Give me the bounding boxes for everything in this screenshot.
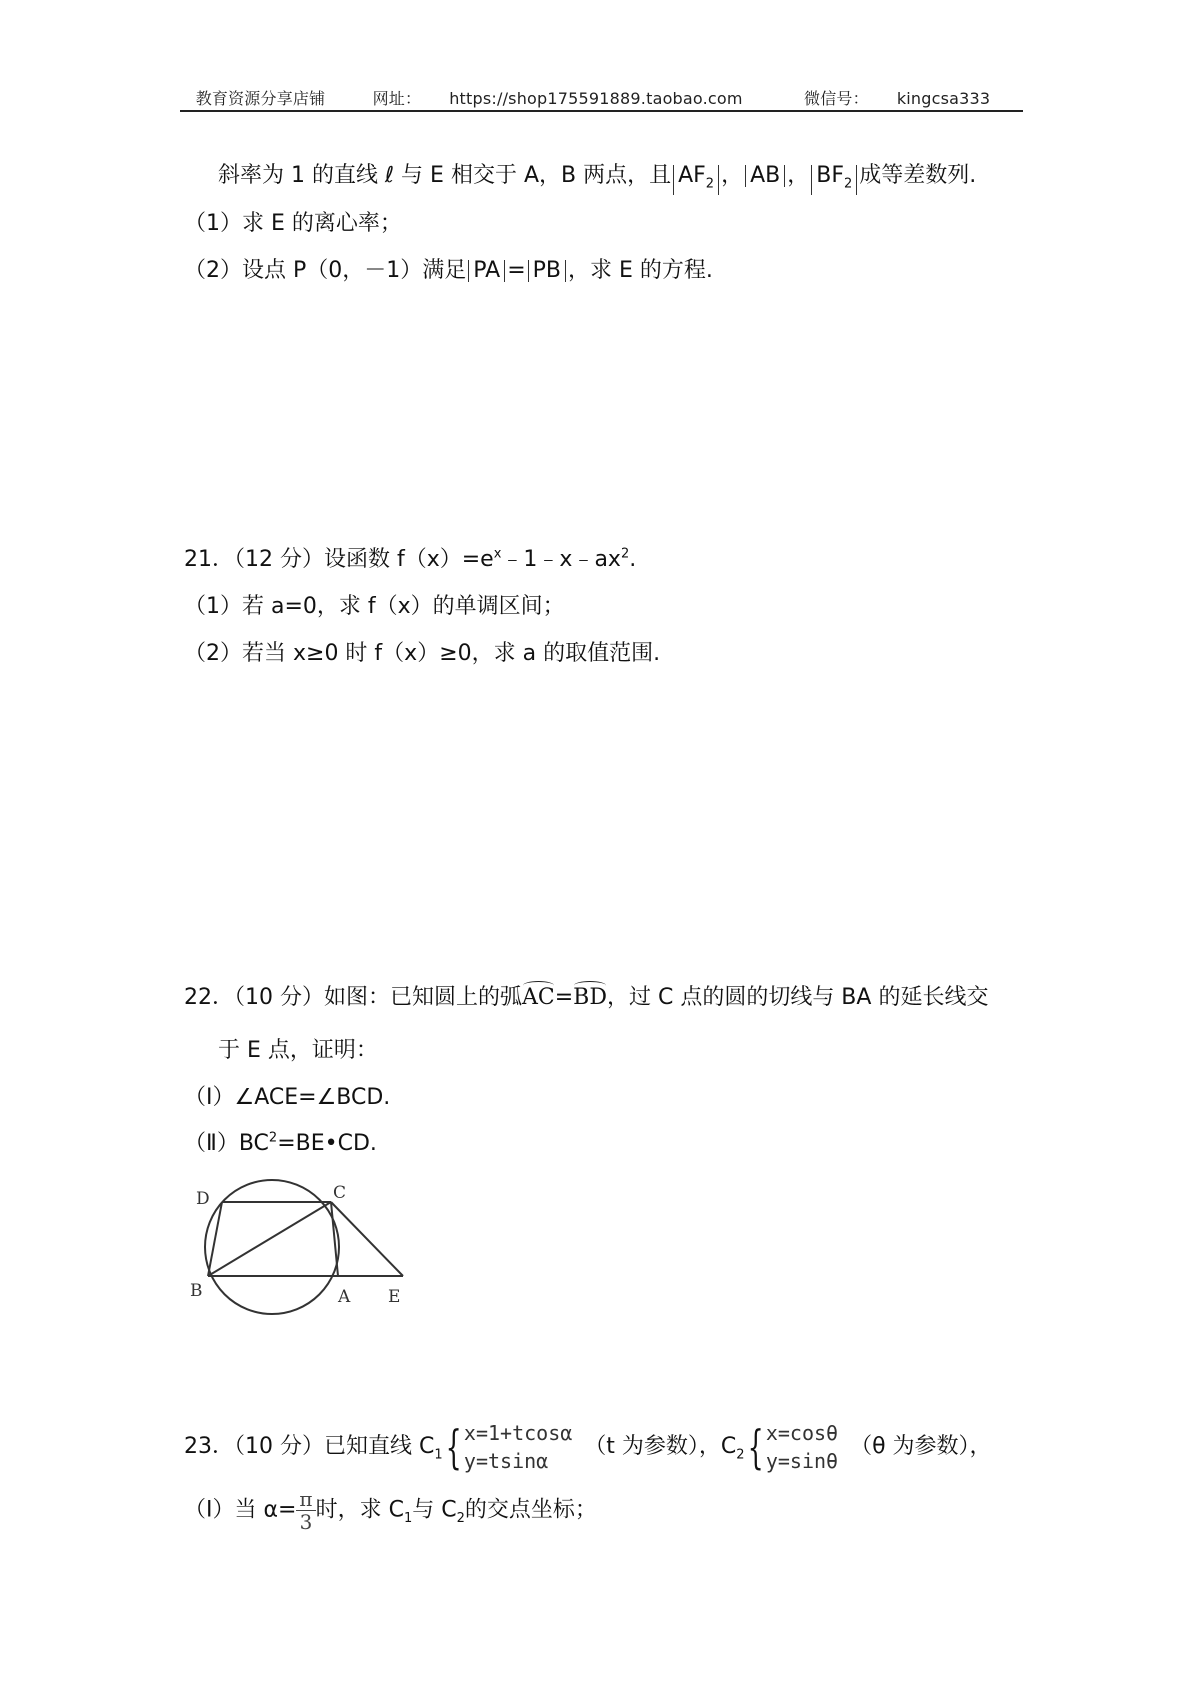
- segment-bc: [208, 1202, 331, 1276]
- system-c2: x=cosθ y=sinθ: [765, 1421, 839, 1473]
- system-c1: x=1+tcosα y=tsinα: [463, 1421, 573, 1473]
- arc-bd: BD: [573, 985, 607, 1010]
- q22-line2: 于 E 点，证明：: [218, 1038, 378, 1063]
- wechat-id: kingcsa333: [896, 89, 991, 108]
- wechat-label: 微信号：: [804, 89, 869, 108]
- abs-af2: $AF_2$: [673, 165, 719, 195]
- q21-sub2: （2）若当 x≥0 时 f（x）≥0，求 a 的取值范围.: [184, 641, 661, 666]
- figure-circle: [205, 1180, 339, 1314]
- fraction-pi-over-3: $\frac{\pi}{3}$: [296, 1488, 315, 1533]
- header-divider: [180, 110, 1023, 112]
- abs-ab: AB: [745, 165, 785, 187]
- q20-sub1: （1）求 E 的离心率；: [184, 211, 402, 236]
- brace-c1: {: [445, 1420, 462, 1474]
- store-url[interactable]: https://shop175591889.taobao.com: [449, 89, 743, 108]
- q23-title: 23．（10 分）已知直线 $C_1${ x=1+tcosα y=tsinα （t 为参数），$C_2${ x=cosθ y=sinθ （θ 为参数），: [184, 1420, 992, 1474]
- segment-ca: [331, 1202, 338, 1276]
- q20-sub2: （2）设点 P（0，－1）满足 PA = PB ，求 E 的方程.: [184, 258, 713, 283]
- q20-line1: 斜率为 1 的直线 ℓ 与 E 相交于 A，B 两点，且 $AF_2$ ， AB ， $BF_2$ 成等差数列.: [218, 158, 976, 195]
- label-e: E: [388, 1287, 401, 1307]
- label-c: C: [333, 1183, 347, 1203]
- label-d: D: [196, 1189, 210, 1209]
- arc-ac: AC: [521, 985, 555, 1010]
- q22-title: 22．（10 分）如图：已知圆上的弧AC=BD，过 C 点的圆的切线与 BA 的延长线交: [184, 985, 989, 1010]
- q20-text: 斜率为 1 的直线 ℓ 与 E 相交于 A，B 两点，且: [218, 163, 672, 188]
- tangent-ce: [331, 1202, 403, 1276]
- brace-c2: {: [747, 1420, 764, 1474]
- abs-pa: PA: [468, 260, 505, 282]
- label-b: B: [190, 1281, 203, 1301]
- q23-sub1: （Ⅰ）当 α= $\frac{\pi}{3}$ 时，求 $C_1$与 $C_2$的交点坐标；: [184, 1487, 597, 1534]
- q21-sub1: （1）若 a=0，求 f（x）的单调区间；: [184, 594, 565, 619]
- abs-bf2: $BF_2$: [811, 165, 857, 195]
- q22-sub1: （Ⅰ）∠ACE=∠BCD.: [184, 1085, 391, 1110]
- q22-sub2: $(Ⅱ)BC^2=BE•CD$.: [184, 1130, 377, 1156]
- label-a: A: [338, 1287, 351, 1307]
- circle-geometry-figure: [188, 1170, 418, 1320]
- url-label: 网址：: [372, 89, 422, 108]
- q21-title: 21．（12 分）设函数 $f(x)=e^x﹣1﹣x﹣ax^2$.: [184, 546, 637, 572]
- store-name: 教育资源分享店铺: [195, 89, 326, 108]
- abs-pb: PB: [528, 260, 566, 282]
- page-header: [0, 86, 1200, 109]
